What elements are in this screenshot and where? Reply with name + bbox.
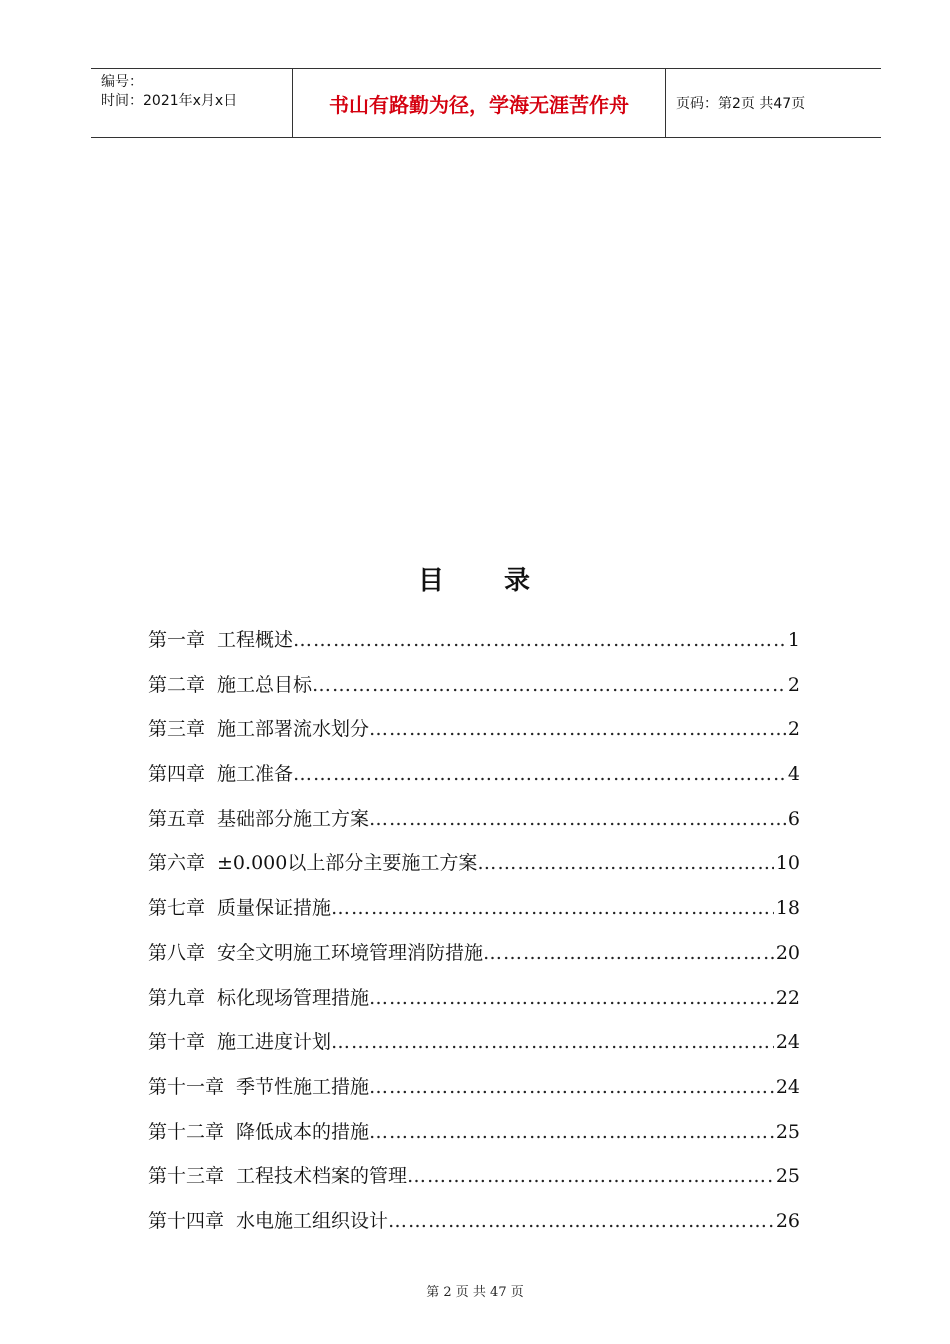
toc-chapter: 第九章 <box>148 986 206 1009</box>
toc-entry[interactable] <box>148 714 800 759</box>
toc-title-left: 目 <box>417 566 446 596</box>
toc-entry-title: 质量保证措施 <box>217 897 332 920</box>
toc-title-right: 录 <box>504 566 533 596</box>
toc-chapter: 第一章 <box>148 629 206 651</box>
toc-leader <box>369 1121 774 1143</box>
toc-entry-title: 施工总目标 <box>217 673 313 696</box>
toc-title <box>0 560 950 597</box>
toc-page-number: 4 <box>787 763 800 786</box>
toc-page-number: 20 <box>775 941 800 964</box>
header-motto: 书山有路勤为径，学海无涯苦作舟 <box>293 69 666 137</box>
toc-page-number: 18 <box>775 897 800 920</box>
toc-entry[interactable] <box>148 983 800 1028</box>
toc-chapter: 第三章 <box>148 718 206 741</box>
toc-page-number: 24 <box>775 1075 800 1098</box>
toc-entry-title: 工程技术档案的管理 <box>236 1165 408 1188</box>
toc-entry[interactable] <box>148 1072 800 1117</box>
toc-leader <box>369 1076 774 1098</box>
toc-entry-title: 降低成本的措施 <box>236 1120 370 1143</box>
toc-page-number: 6 <box>787 807 800 830</box>
toc-page-number: 24 <box>775 1031 800 1054</box>
toc-page-number: 25 <box>775 1165 800 1188</box>
toc-entry[interactable] <box>148 893 800 938</box>
toc-leader <box>407 1165 774 1187</box>
toc-page-number: 22 <box>775 986 800 1009</box>
toc-entry-title: 施工进度计划 <box>217 1031 332 1054</box>
toc-page-number: 2 <box>787 673 800 696</box>
toc-leader <box>331 897 774 919</box>
toc-entry-title: 安全文明施工环境管理消防措施 <box>217 941 484 964</box>
header-meta <box>91 69 293 137</box>
header-time: 时间：2021年x月x日 <box>101 93 238 109</box>
toc-chapter: 第四章 <box>148 763 206 786</box>
toc-page-number: 26 <box>775 1209 800 1232</box>
toc-entry[interactable] <box>148 670 800 715</box>
toc-leader <box>483 942 774 964</box>
toc-chapter: 第八章 <box>148 941 206 964</box>
toc-entry-title: 工程概述 <box>217 629 294 651</box>
toc-entry[interactable] <box>148 1206 800 1251</box>
toc-entry-title: 水电施工组织设计 <box>236 1209 389 1232</box>
toc-chapter: 第十一章 <box>148 1075 225 1098</box>
toc-chapter: 第五章 <box>148 807 206 830</box>
toc-entry[interactable] <box>148 625 800 670</box>
toc-entry[interactable] <box>148 938 800 983</box>
toc-entry-title: 施工部署流水划分 <box>217 718 370 741</box>
header-page-info: 页码：第2页 共47页 <box>676 96 806 112</box>
toc-page-number: 2 <box>787 718 800 741</box>
toc-entry[interactable] <box>148 1117 800 1162</box>
toc-page-number: 10 <box>775 852 800 875</box>
toc-chapter: 第十四章 <box>148 1209 225 1232</box>
toc-leader <box>293 763 786 785</box>
toc-entry-title: ±0.000以上部分主要施工方案 <box>217 852 478 875</box>
toc-entry-title: 季节性施工措施 <box>236 1075 370 1098</box>
toc-entry-title: 标化现场管理措施 <box>217 986 370 1009</box>
toc-page-number: 1 <box>787 629 800 651</box>
toc-leader <box>388 1210 774 1232</box>
toc-leader <box>293 629 786 651</box>
toc-entry-title: 施工准备 <box>217 763 294 786</box>
toc-page-number: 25 <box>775 1120 800 1143</box>
toc-leader <box>477 852 773 874</box>
toc-leader <box>369 718 786 740</box>
toc-chapter: 第二章 <box>148 673 206 696</box>
page-footer: 第 2 页 共 47 页 <box>426 1285 524 1300</box>
toc-entry[interactable] <box>148 1161 800 1206</box>
toc-chapter: 第十章 <box>148 1031 206 1054</box>
toc-leader <box>369 808 786 830</box>
page-header <box>91 68 881 138</box>
toc-chapter: 第十三章 <box>148 1165 225 1188</box>
toc-chapter: 第十二章 <box>148 1120 225 1143</box>
table-of-contents <box>148 625 800 1251</box>
toc-leader <box>312 674 786 696</box>
toc-chapter: 第七章 <box>148 897 206 920</box>
toc-entry[interactable] <box>148 759 800 804</box>
toc-leader <box>369 987 774 1009</box>
toc-entry-title: 基础部分施工方案 <box>217 807 370 830</box>
toc-leader <box>331 1031 774 1053</box>
toc-entry[interactable] <box>148 848 800 893</box>
toc-entry[interactable] <box>148 1027 800 1072</box>
header-number: 编号： <box>101 74 143 90</box>
toc-chapter: 第六章 <box>148 852 206 875</box>
toc-entry[interactable] <box>148 804 800 849</box>
